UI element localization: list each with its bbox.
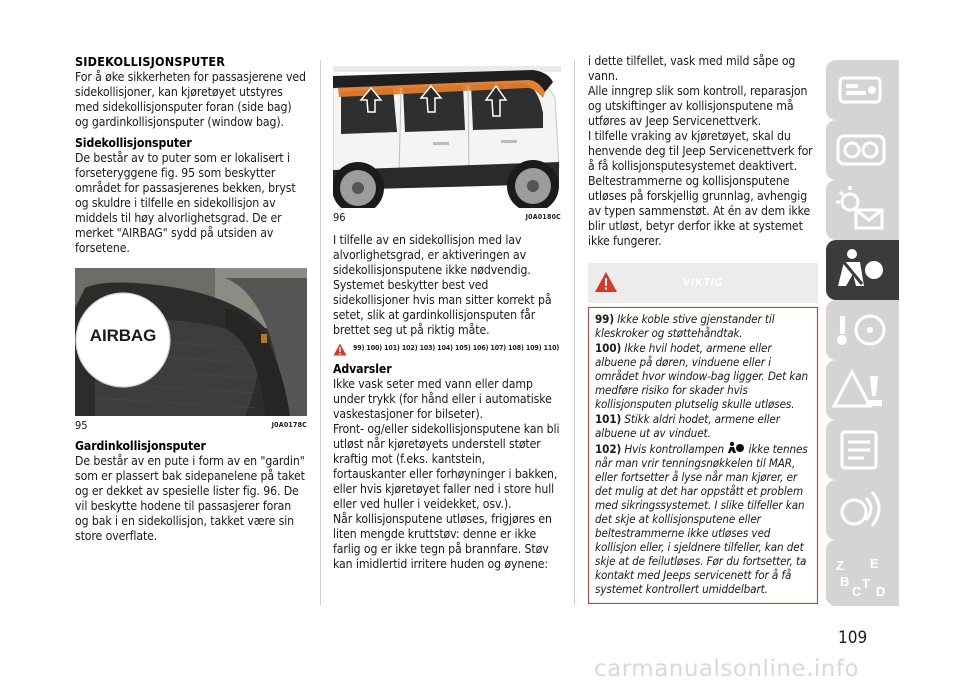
paragraph-powder: Når kollisjonsputene utløses, frigjøres en liten mengde kruttstøv: denne er ikke farlig og er ikke tegn på brannfare. Støv kan imidlertid irritere huden og øynene: — [333, 512, 552, 571]
figure-96 — [333, 58, 561, 208]
seatbelt-airbag-icon — [826, 240, 899, 300]
page-number: 109 — [838, 628, 868, 648]
warning-triangle-tab-icon — [826, 360, 899, 420]
tab-multimedia[interactable] — [826, 480, 899, 540]
warning-number: 101) — [595, 412, 622, 426]
warning-references — [333, 343, 561, 356]
paragraph-scrapping: I tilfelle vraking av kjøretøyet, skal du henvende deg til Jeep Servicenettverk for å få kollisjonsputesystemet deaktivert. — [588, 129, 813, 173]
airbag-warning-light-icon — [727, 441, 745, 455]
tab-maintenance[interactable] — [826, 420, 899, 480]
paragraph-underbody-impact: Front- og/eller sidekollisjonsputene kan bli utløst når kjøretøyets understell støter kraftig mot (f.eks. kantstein, fortauskanter eller forhøyninger i bakken, eller hvis kjøretøyet faller ned i store hull eller ved huller i veidekket, osv.). — [333, 422, 560, 511]
tab-emergency[interactable] — [826, 360, 899, 420]
index-letter: E — [870, 556, 879, 571]
tab-lights-messages[interactable] — [826, 180, 899, 240]
subheading-warnings: Advarsler — [333, 362, 392, 376]
steering-wheel-icon — [826, 300, 899, 360]
warning-box — [588, 307, 818, 604]
subheading-window-airbags: Gardinkollisjonsputer — [75, 439, 206, 453]
side-airbags-paragraph: De består av to puter som er lokalisert i forseteryggene fig. 95 som beskytter området for passasjerenes bekken, bryst og skuldre i tilfelle en sidekollisjon av middels til høy alvorlighetsgrad. De er merket "AIRBAG" sydd på utsiden av forsetene. — [75, 151, 296, 255]
warning-text: Hvis kontrollampen — [624, 442, 725, 456]
figure-number: 96 — [333, 211, 346, 224]
warning-text: ikke tennes når man vrir tenningsnøkkelen til MAR, eller fortsetter å lyse når man kjører, er det mulig at det har oppstått et problem med sikringssystemet. I slike tilfeller kan det skje at kollisjonsputene eller beltestrammerne ikke utløses ved kollisjon eller, i sjeldnere tilfeller, kan det skje at de feilutløses. Før du fortsetter, ta kontakt med Jeeps servicenett for å få systemet kontrollert umiddelbart. — [595, 442, 808, 596]
important-title: VIKTIG — [682, 276, 724, 289]
paragraph-mild-soap: i dette tilfellet, vask med mild såpe og vann. — [588, 54, 796, 83]
car-window-bag-photo — [333, 58, 561, 208]
important-header — [588, 263, 818, 303]
figure-number: 95 — [75, 419, 88, 432]
figure-95 — [75, 268, 307, 416]
section-heading: SIDEKOLLISJONSPUTER — [75, 54, 226, 69]
tab-dashboard[interactable] — [826, 120, 899, 180]
column-1 — [75, 54, 307, 544]
warning-text: Stikk aldri hodet, armene eller albuene ut av vinduet. — [595, 412, 780, 440]
warning-number: 100) — [595, 341, 622, 355]
figure-code: J0A0178C — [271, 421, 307, 429]
paragraph-service-network: Alle inngrep slik som kontroll, reparasjon og utskiftinger av kollisjonsputene må utføres av Jeep Servicenettverk. — [588, 84, 808, 128]
warning-number: 102) — [595, 442, 622, 456]
paragraph-seating-position: Systemet beskytter best ved sidekollisjoner hvis man sitter korrekt på setet, slik at gardinkollisjonsputen får brettet seg ut på riktig måte. — [333, 278, 552, 337]
warning-text: Ikke koble stive gjenstander til kleskroker og støttehåndtak. — [595, 312, 775, 340]
warning-triangle-icon — [333, 343, 347, 356]
column-divider-1 — [320, 60, 321, 605]
reference-list: 99) 100) 101) 102) 103) 104) 105) 106) 107) 108) 109) 110) — [353, 344, 560, 352]
index-letter: Z — [836, 558, 844, 573]
index-letter: T — [862, 576, 870, 591]
figure-95-caption — [75, 418, 307, 433]
tab-index[interactable] — [826, 540, 899, 606]
warning-text: Ikke hvil hodet, armene eller albuene på døren, vinduene eller i området hvor window-bag ligger. Det kan medføre risiko for skader hvis kollisjonsputen plutselig skulle utløses. — [595, 341, 809, 411]
window-airbags-paragraph: De består av en pute i form av en "gardin" som er plassert bak sidepanelene på taket og er dekket av spesielle lister fig. 96. De vil beskytte hodene til passasjerer foran og bak i en sidekollisjon, takket være sin store overflate. — [75, 454, 305, 543]
index-letter: D — [876, 584, 886, 599]
index-letter: B — [840, 574, 850, 589]
column-divider-2 — [574, 60, 575, 605]
subheading-side-airbags: Sidekollisjonsputer — [75, 136, 192, 150]
warning-item — [595, 341, 811, 411]
paragraph-pretensioners: Beltestrammerne og kollisjonsputene utløses på forskjellig grunnlag, avhengig av typen sammenstøt. At én av dem ikke blir utløst, betyr derfor ikke at systemet ikke fungerer. — [588, 174, 811, 248]
index-letter: C — [852, 584, 862, 599]
figure-96-caption — [333, 210, 561, 225]
column-3 — [588, 54, 818, 604]
sun-warning-icon — [826, 180, 899, 240]
warning-item — [595, 441, 811, 596]
paragraph-low-severity: I tilfelle av en sidekollisjon med lav alvorlighetsgrad, er aktiveringen av sidekollisjonsputene ikke nødvendig. — [333, 233, 531, 277]
service-checklist-icon — [826, 420, 899, 480]
tab-vehicle-overview[interactable] — [826, 60, 899, 120]
instrument-panel-icon — [826, 120, 899, 180]
airbag-label: AIRBAG — [89, 326, 157, 345]
paragraph-washing: Ikke vask seter med vann eller damp under trykk (for hånd eller i automatiske vaskestasjoner for bilseter). — [333, 377, 552, 421]
warning-number: 99) — [595, 312, 614, 326]
intro-paragraph: For å øke sikkerheten for passasjerene ved sidekollisjoner, kan kjøretøyet utstyres med sidekollisjonsputer foran (side bag) og gardinkollisjonsputer (window bag). — [75, 70, 306, 129]
tab-safety[interactable] — [826, 240, 899, 300]
index-letters — [826, 540, 899, 606]
connectivity-icon — [826, 480, 899, 540]
car-dashboard-icon — [826, 60, 899, 120]
figure-code: J0A0180C — [525, 213, 561, 221]
warning-item — [595, 312, 811, 340]
watermark: carmanualsonline.info — [594, 656, 860, 682]
tab-driving[interactable] — [826, 300, 899, 360]
warning-item — [595, 412, 811, 440]
column-2 — [333, 54, 561, 572]
